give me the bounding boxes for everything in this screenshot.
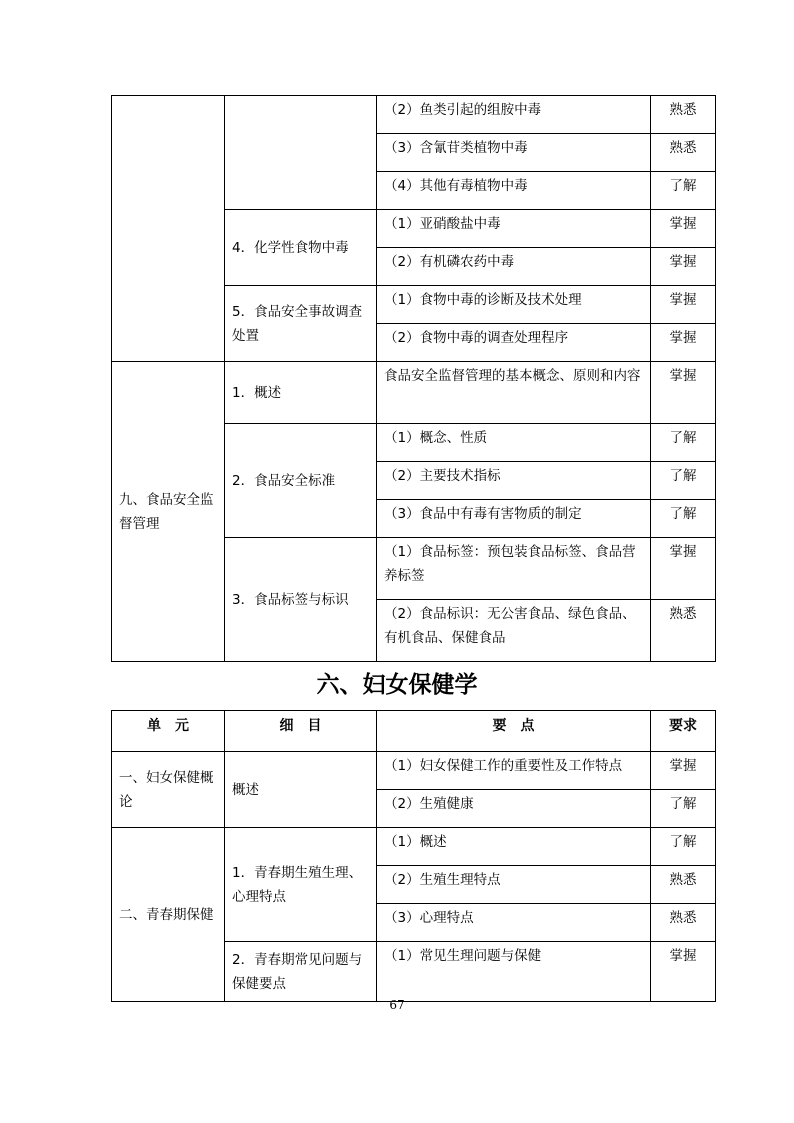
requirement-cell: 了解 (651, 828, 716, 866)
column-header-item: 细 目 (225, 711, 377, 752)
item-cell: 1．青春期生殖生理、心理特点 (225, 828, 377, 942)
point-cell: （1）亚硝酸盐中毒 (377, 210, 651, 248)
point-cell: （3）食品中有毒有害物质的制定 (377, 500, 651, 538)
table-header-row (112, 711, 716, 752)
requirement-cell: 了解 (651, 462, 716, 500)
requirement-cell: 熟悉 (651, 600, 716, 662)
point-cell: （1）概念、性质 (377, 424, 651, 462)
table-row (112, 362, 716, 424)
point-cell: （2）生殖生理特点 (377, 866, 651, 904)
point-cell: （3）心理特点 (377, 904, 651, 942)
item-cell: 2．青春期常见问题与保健要点 (225, 942, 377, 1002)
item-cell: 概述 (225, 752, 377, 828)
requirement-cell: 掌握 (651, 286, 716, 324)
point-cell: （2）生殖健康 (377, 790, 651, 828)
item-cell: 2．食品安全标准 (225, 424, 377, 538)
item-cell-empty (225, 96, 377, 210)
item-cell: 1．概述 (225, 362, 377, 424)
point-cell: （3）含氰苷类植物中毒 (377, 134, 651, 172)
table-row (112, 96, 716, 134)
requirement-cell: 熟悉 (651, 866, 716, 904)
column-header-requirement: 要求 (651, 711, 716, 752)
unit-cell: 九、食品安全监督管理 (112, 362, 225, 662)
unit-cell: 二、青春期保健 (112, 828, 225, 1002)
requirement-cell: 熟悉 (651, 96, 716, 134)
page-number: 67 (389, 998, 405, 1012)
requirement-cell: 掌握 (651, 752, 716, 790)
requirement-cell: 了解 (651, 424, 716, 462)
column-header-point: 要 点 (377, 711, 651, 752)
point-cell: （2）有机磷农药中毒 (377, 248, 651, 286)
item-cell: 5．食品安全事故调查处置 (225, 286, 377, 362)
table-row (112, 752, 716, 790)
requirement-cell: 了解 (651, 790, 716, 828)
point-cell: （2）食品标识：无公害食品、绿色食品、有机食品、保健食品 (377, 600, 651, 662)
syllabus-table (111, 710, 716, 1002)
point-cell: （1）概述 (377, 828, 651, 866)
point-cell: （1）食品标签：预包装食品标签、食品营养标签 (377, 538, 651, 600)
item-cell: 3．食品标签与标识 (225, 538, 377, 662)
section-title: 六、妇女保健学 (316, 671, 478, 698)
requirement-cell: 掌握 (651, 538, 716, 600)
point-cell: （2）主要技术指标 (377, 462, 651, 500)
table-row (112, 828, 716, 866)
column-header-unit: 单 元 (112, 711, 225, 752)
point-cell: （2）食物中毒的调查处理程序 (377, 324, 651, 362)
point-cell: （1）食物中毒的诊断及技术处理 (377, 286, 651, 324)
point-cell: （1）妇女保健工作的重要性及工作特点 (377, 752, 651, 790)
point-cell: （4）其他有毒植物中毒 (377, 172, 651, 210)
item-cell: 4．化学性食物中毒 (225, 210, 377, 286)
requirement-cell: 熟悉 (651, 134, 716, 172)
unit-cell: 一、妇女保健概论 (112, 752, 225, 828)
syllabus-table-continued (111, 95, 716, 662)
unit-cell-empty (112, 96, 225, 362)
requirement-cell: 了解 (651, 172, 716, 210)
point-cell: （2）鱼类引起的组胺中毒 (377, 96, 651, 134)
requirement-cell: 掌握 (651, 942, 716, 1002)
requirement-cell: 熟悉 (651, 904, 716, 942)
requirement-cell: 掌握 (651, 324, 716, 362)
requirement-cell: 掌握 (651, 210, 716, 248)
requirement-cell: 了解 (651, 500, 716, 538)
requirement-cell: 掌握 (651, 248, 716, 286)
point-cell: （1）常见生理问题与保健 (377, 942, 651, 1002)
requirement-cell: 掌握 (651, 362, 716, 424)
point-cell: 食品安全监督管理的基本概念、原则和内容 (377, 362, 651, 424)
